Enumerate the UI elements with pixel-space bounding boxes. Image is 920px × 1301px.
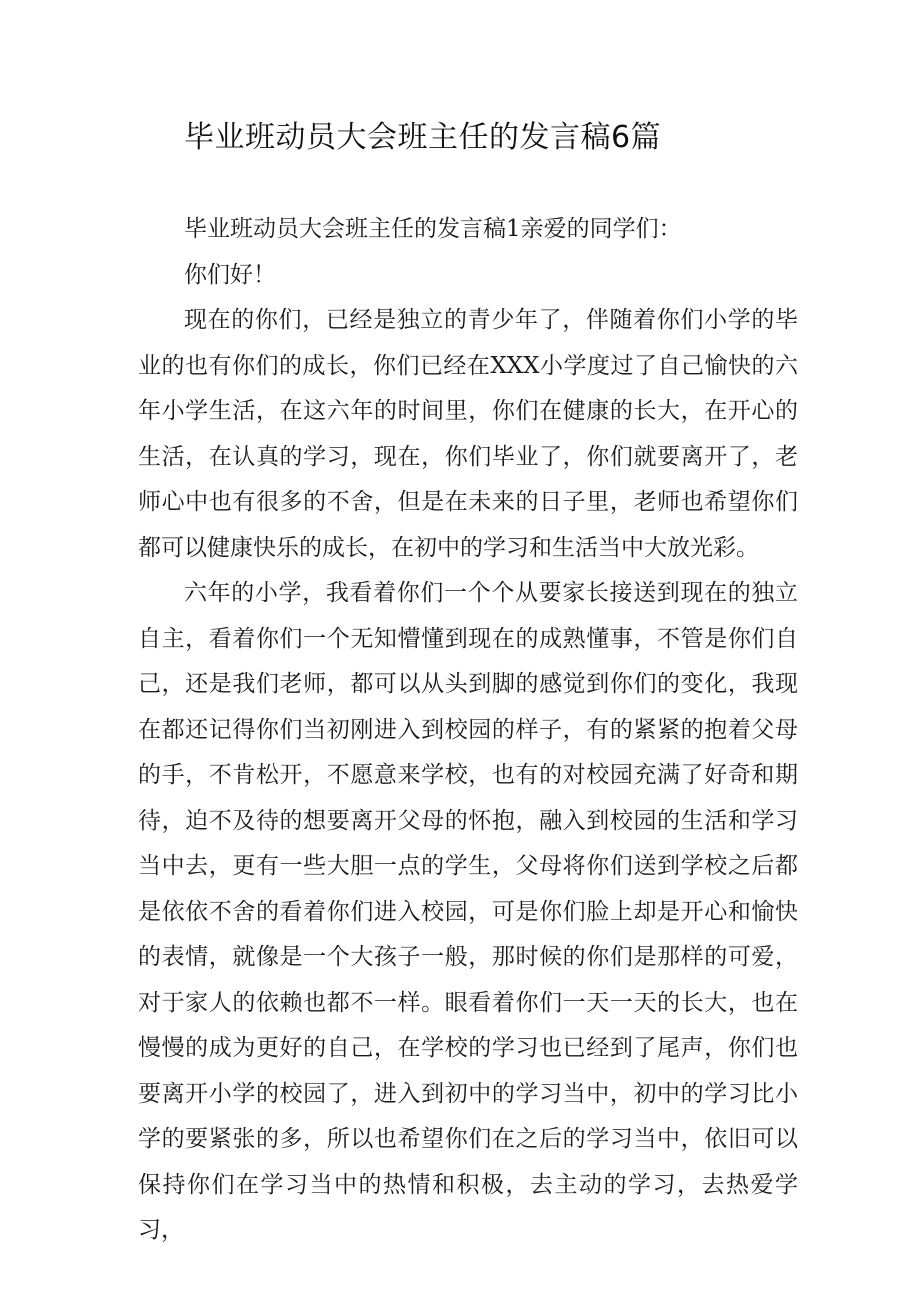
document-body bbox=[138, 207, 798, 1254]
paragraph-hello: 你们好！ bbox=[184, 261, 276, 288]
document-title: 毕业班动员大会班主任的发言稿6篇 bbox=[184, 120, 662, 155]
paragraph-greeting-line: 毕业班动员大会班主任的发言稿1亲爱的同学们： bbox=[184, 216, 682, 242]
paragraph-six-years: 六年的小学，我看着你们一个个从要家长接送到现在的独立自主，看着你们一个无知懵懂到现在的成熟懂事，不管是你们自己，还是我们老师，都可以从头到脚的感觉到你们的变化，我现在都还记得你们当初刚进入到校园的样子，有的紧紧的抱着父母的手，不肯松开，不愿意来学校，也有的对校园充满了好奇和期待，迫不及待的想要离开父母的怀抱，融入到校园的生活和学习当中去，更有一些大胆一点的学生，父母将你们送到学校之后都是依依不舍的看着你们进入校园，可是你们脸上却是开心和愉快的表情，就像是一个大孩子一般，那时候的你们是那样的可爱，对于家人的依赖也都不一样。眼看着你们一天一天的长大，也在慢慢的成为更好的自己，在学校的学习也已经到了尾声，你们也要离开小学的校园了，进入到初中的学习当中，初中的学习比小学的要紧张的多，所以也希望你们在之后的学习当中，依旧可以保持你们在学习当中的热情和积极，去主动的学习，去热爱学习， bbox=[138, 580, 798, 1243]
paragraph-growth: 现在的你们，已经是独立的青少年了，伴随着你们小学的毕业的也有你们的成长，你们已经在XXX小学度过了自己愉快的六年小学生活，在这六年的时间里，你们在健康的长大，在开心的生活，在认真的学习，现在，你们毕业了，你们就要离开了，老师心中也有很多的不舍，但是在未来的日子里，老师也希望你们都可以健康快乐的成长，在初中的学习和生活当中大放光彩。 bbox=[138, 307, 798, 561]
